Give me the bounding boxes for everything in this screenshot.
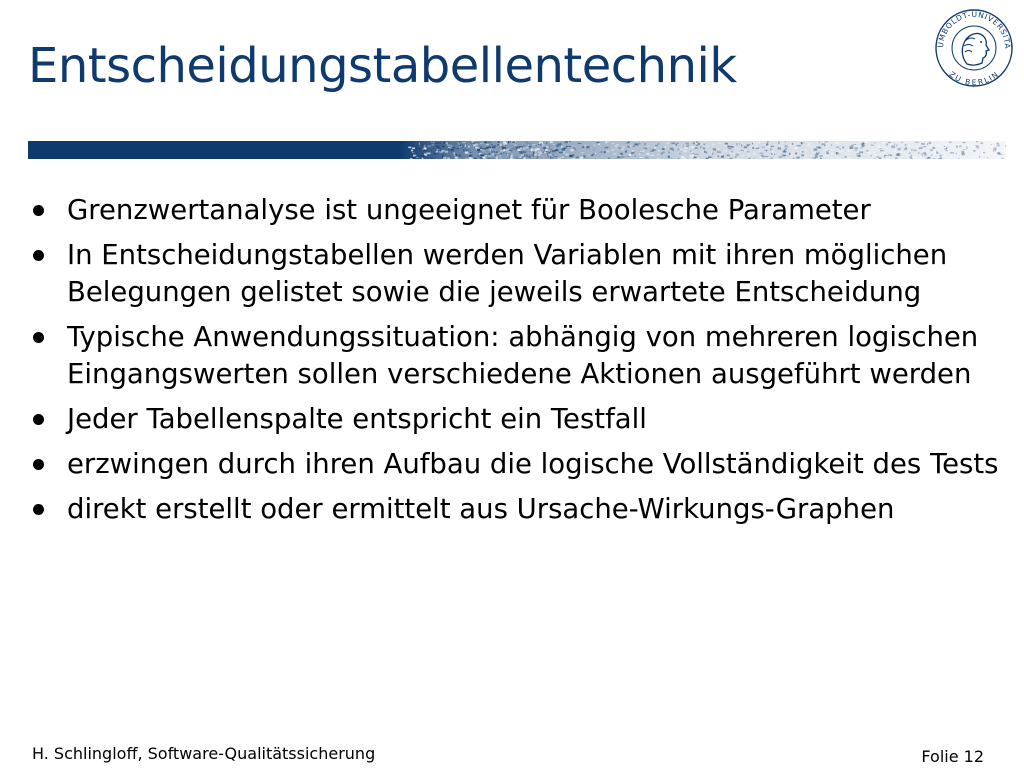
university-seal-icon — [934, 8, 1014, 88]
bullet-text: direkt erstellt oder ermittelt aus Ursache-Wirkungs-Graphen — [67, 493, 895, 525]
bullet-dot-icon — [33, 414, 44, 425]
bullet-dot-icon — [33, 332, 44, 343]
slide-content — [30, 192, 1010, 536]
bullet-item — [30, 491, 1010, 528]
seal-text-bottom: ZU BERLIN — [947, 69, 1001, 88]
bullet-text: erzwingen durch ihren Aufbau die logische Vollständigkeit des Tests — [67, 448, 999, 480]
bullet-list — [30, 192, 1010, 528]
bullet-text: Typische Anwendungssituation: abhängig von mehreren logischen Eingangswerten sollen verschiedene Aktionen ausgeführt werden — [67, 321, 979, 390]
footer-author: H. Schlingloff, Software-Qualitätssicherung — [32, 744, 376, 763]
bullet-text: Jeder Tabellenspalte entspricht ein Testfall — [67, 403, 647, 435]
slide-title: Entscheidungstabellentechnik — [28, 38, 737, 94]
footer-slide-number: Folie 12 — [921, 747, 984, 766]
seal-text-top: UMBOLDT-UNIVERSITÄ — [935, 9, 1013, 50]
svg-text:HUMBOLDT-UNIVERSITÄT — [934, 8, 1012, 50]
university-logo — [934, 8, 1014, 88]
divider-pattern-graphic — [28, 141, 1006, 159]
bullet-item — [30, 401, 1010, 438]
bullet-text: Grenzwertanalyse ist ungeeignet für Boolesche Parameter — [67, 194, 871, 226]
title-divider-bar — [28, 141, 1006, 159]
bullet-dot-icon — [33, 504, 44, 515]
bullet-dot-icon — [33, 250, 44, 261]
bullet-item — [30, 237, 1010, 311]
bullet-text: In Entscheidungstabellen werden Variablen mit ihren möglichen Belegungen gelistet sowie die jeweils erwartete Entscheidung — [67, 239, 948, 308]
bullet-dot-icon — [33, 459, 44, 470]
bullet-dot-icon — [33, 205, 44, 216]
bullet-item — [30, 192, 1010, 229]
svg-text:ZU BERLIN — [947, 70, 1000, 87]
bullet-item — [30, 319, 1010, 393]
bullet-item — [30, 446, 1010, 483]
